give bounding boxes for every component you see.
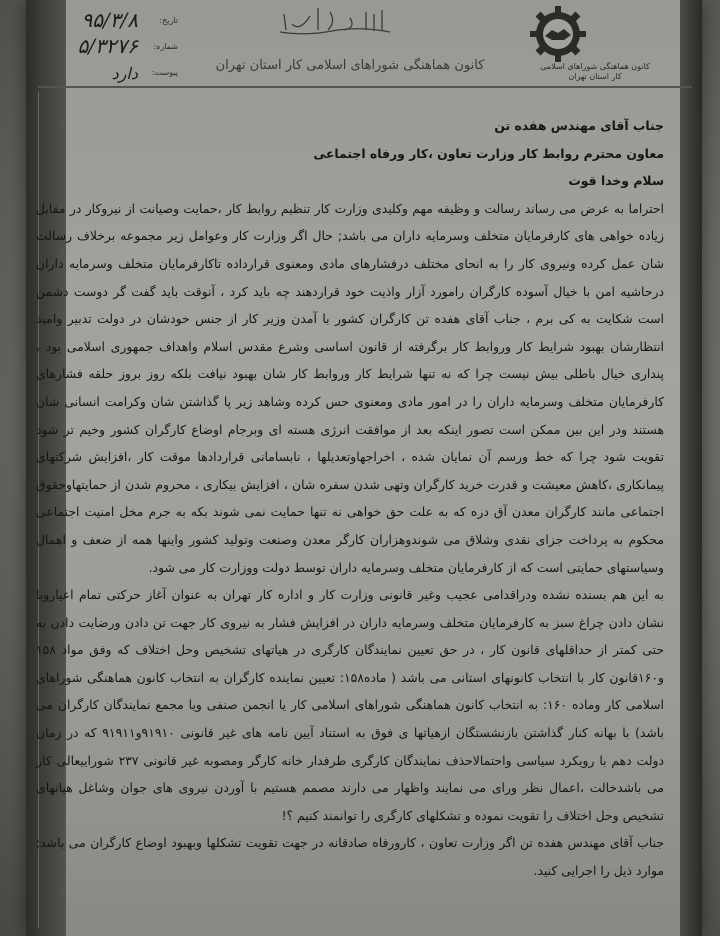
date-label: تاریخ: [159, 16, 178, 25]
letter-body [36, 112, 664, 885]
header-divider [38, 86, 692, 88]
date-row [38, 10, 178, 32]
paragraph-1: احتراما به عرض می رساند رسالت و وظیفه مهم وکلیدی وزارت کار تنظیم روابط کار ،حمایت وصیانت از نیروکار در مقابل زیاده خواهی های کارفرمایان متخلف وسرمایه داران می باشد; حال اگر وزارت کار وعوامل زیر مجموعه برخلاف رسالت شان عمل کرده ونیروی کار را به انحای مختلف درفشارهای مادی ومعنوی قرارداده تاکارفرمایان متخلف وسرمایه داران درحاشیه امن با خیال آسوده کارگران رامورد آزار واذیت خود قراردهند چه باید کرد ، آنوقت باید گفت گر دوست دشمن است شکایت به کی برم ، جناب آقای هفده تن کارگران کشور با آمدن وزیر کار از جنس خودشان در دولت تدبیر وامید انتظارشان بهبود شرایط کار وروابط کار برگرفته از قانون اساسی وشرع مقدس اسلام واهداف جمهوری اسلامی بود ، پنداری خیال باطلی بیش نیست چرا که نه تنها شرایط کار وروابط کار شان بهبود نیافت بلکه روز بروز حلقه فشارهای کارفرمایان متخلف وسرمایه داران را در امور مادی ومعنوی حس کرده وشاهد زیر پا گذاشتن شان وکرامت انسانی شان هستند ودر این بین ممکن است تصور اینکه بعد از موافقت انرژی هسته ای وبرجام اوضاع کارگران کشور وخیم تر شود تقویت شود چرا که خط ورسم آن نمایان شده ، اخراجهاوتعدیلها ، نابسامانی قراردادها موقت کار ،افزایش شرکتهای پیمانکاری ،کاهش معیشت و قدرت خرید کارگران وتهی شدن سفره شان ، افزایش بیکاری ، محروم شدن از حمایتهاوحقوق اجتماعی مانند کارگران معدن آق دره که به علت حق خواهی نه تنها حمایت نمی شوند بکه به جرم مخل امنیت اجتماعی محکوم به پرداخت جزای نقدی وشلاق می شوندوهزاران کارگر معدن وصنعت وتولید کشور واینها همه از ضعف و اهمال وسیاستهای حمایتی است که از کارفرمایان متخلف وسرمایه داران توسط دولت ووزارت کار می شود. [36, 200, 664, 575]
organization-name: کانون هماهنگی شوراهای اسلامی کار استان تهران [540, 62, 650, 81]
attachment-row [38, 62, 178, 84]
attachment-label: پیوست: [151, 68, 178, 77]
attachment-value: دارد [111, 64, 138, 83]
addressee-title: معاون محترم روابط کار وزارت تعاون ،کار ورفاه اجتماعی [313, 145, 664, 161]
greeting: سلام وخدا قوت [568, 173, 664, 189]
number-label: شماره: [153, 42, 178, 51]
number-value: ۵/۳۲۷۶ [77, 34, 138, 58]
letterhead-title: کانون هماهنگی شوراهای اسلامی کار استان تهران [215, 58, 485, 73]
organization-logo [528, 6, 588, 64]
date-value: ۹۵/۳/۸ [81, 8, 138, 32]
number-row [38, 36, 178, 58]
paragraph-3: جناب آقای مهندس هفده تن اگر وزارت تعاون ، کارورفاه صادقانه در جهت تقویت تشکلها وبهبود اوضاع کارگران می باشد; موارد ذیل را اجرایی کنید. [36, 835, 664, 879]
addressee: جناب آقای مهندس هفده تن [494, 118, 664, 133]
paragraph-2: به این هم بسنده نشده ودراقدامی عجیب وغیر قانونی وزارت کار و اداره کار تهران به عنوان آغاز حرکتی تمام اعیاروبا نشان دادن چراغ سبز به کارفرمایان متخلف وسرمایه داران در افزایش فشار به نیروی کار جهت تن دادن ورضایت دادن به حتی کمتر از حداقلهای قانون کار ، در حق تعیین نمایندگان کارگری در هیاتهای تشخیص وحل اختلاف که وفق مواد ۱۵۸ و۱۶۰قانون کار با انتخاب کانونهای استانی می باشد ( ماده۱۵۸: تعیین نماینده کارگران به انتخاب کانون هماهنگی شوراهای اسلامی کار وماده ۱۶۰: به انتخاب کانون هماهنگی شوراهای اسلامی کار یا انجمن صنفی ویا مجمع نمایندگان کارگران می باشد) با بهانه کنار گذاشتن بازنشستگان ازهیاتها ی فوق به استناد آیین نامه های غیر قانونی ۹۱۹۱۰و۹۱۹۱۱ که در زمان دولت دهم با رویکرد سیاسی واحتمالاحذف نمایندگان کارگری طرفدار خانه کارگر ومصوبه غیر قانونی ۲۳۷ شوراییعالی کار می باشدخالت ،اعمال نظر ورای می نمایند واظهار می دارند مصمم هستیم با آوردن نیروی های جوان وشاغل هیاتهای تشخیص وحل اختلاف را تقویت نموده و تشکلهای کارگری را توانمند کنیم ؟! [36, 587, 664, 823]
bismillah-calligraphy [270, 2, 400, 40]
letter-metadata [38, 4, 178, 86]
